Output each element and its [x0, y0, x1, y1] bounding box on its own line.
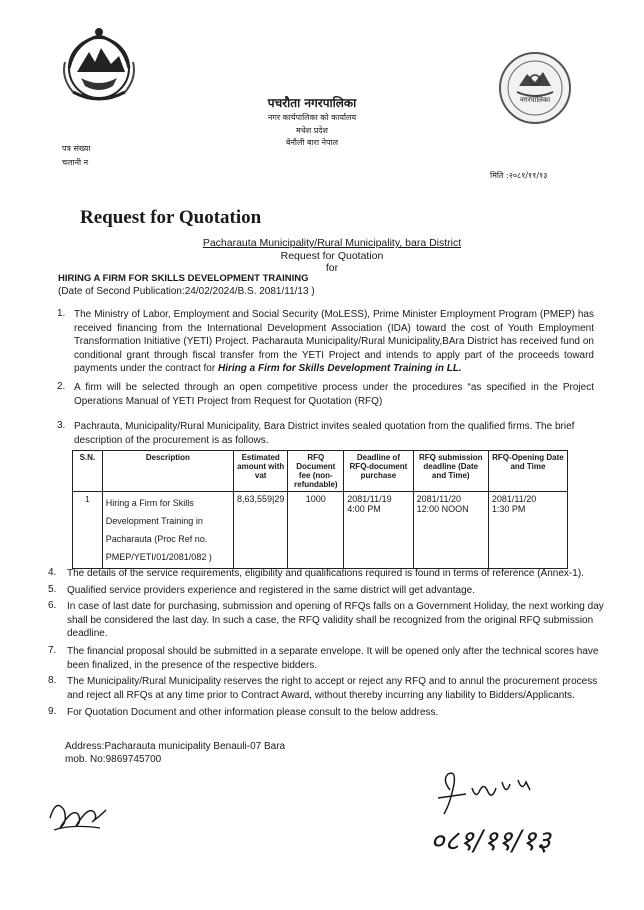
- mobile-number: mob. No:9869745700: [65, 754, 162, 765]
- table-header-row: [73, 451, 568, 492]
- item-number: 8.: [48, 675, 57, 686]
- cell-submission-deadline: [413, 492, 488, 569]
- cell-sn: 1: [73, 492, 103, 569]
- header-amount: Estimated amount with vat: [234, 451, 288, 492]
- item-number: 5.: [48, 584, 57, 595]
- contact-address: [65, 740, 285, 766]
- item-paragraph-4: The details of the service requirements, eligibility and qualifications required is found in terms of reference (Annex-1).: [67, 568, 584, 579]
- item-paragraph-2: A firm will be selected through an open competitive process under the procedures “as specified in the Project Operations Manual of YETI Project from Request for Quotation (RFQ): [74, 382, 594, 407]
- purchase-date: 2081/11/19: [347, 494, 392, 504]
- letter-number-label: पत्र संख्या: [62, 144, 91, 153]
- document-date: मिति :२०८१/११/१३: [490, 171, 548, 180]
- office-address: बेनौली बारा नेपाल: [285, 138, 339, 147]
- cell-description: [102, 492, 233, 569]
- seal-label: नगरपालिका: [519, 96, 551, 104]
- province-name: मधेश प्रदेश: [296, 126, 328, 135]
- item-number: 2.: [57, 381, 66, 392]
- document-title: Request for Quotation: [80, 207, 262, 228]
- header-sn: S.N.: [73, 451, 103, 492]
- header-fee: RFQ Document fee (non-refundable): [288, 451, 344, 492]
- signature-right: [422, 770, 597, 870]
- header-purchase-deadline: Deadline of RFQ-document purchase: [344, 451, 413, 492]
- purchase-time: 4:00 PM: [347, 504, 381, 514]
- table-row: [73, 492, 568, 569]
- address-line: Address:Pacharauta municipality Benauli-07 Bara: [65, 741, 286, 752]
- subtitle-municipality: Pacharauta Municipality/Rural Municipality, bara District: [202, 237, 462, 249]
- cell-opening: [488, 492, 567, 569]
- desc-line: Hiring a Firm for Skills: [105, 498, 194, 508]
- dispatch-number-label: चलानी न: [62, 158, 89, 167]
- item-number: 1.: [57, 308, 66, 319]
- item-paragraph-8: The Municipality/Rural Municipality reserves the right to accept or reject any RFQ and to annul the procurement process and reject all RFQs at any time prior to Contract Award, without thereby incurring any liability to Bidders/Applicants.: [67, 676, 598, 701]
- opening-date: 2081/11/20: [491, 494, 537, 504]
- item-1-text: The Ministry of Labor, Employment and Social Security (MoLESS), Prime Minister Employment Program (PMEP) has received financing from the International Development Association (IDA) toward the cost of Youth Employment Transformation Initiative (YETI) Project. Pacharauta Municipality/Rural Municipality,BAra District has received fund on conditional grant through fiscal transfer from the YETI Project and intends to apply part of the proceeds toward payments under the contract for: [74, 309, 594, 375]
- item-paragraph-7: The financial proposal should be submitted in a separate envelope. It will be opened only after the technical scores have been finalized, in the presence of the respective bidders.: [67, 646, 599, 671]
- submission-date: 2081/11/20: [416, 494, 462, 504]
- cell-fee: 1000: [288, 492, 344, 569]
- item-number: 4.: [48, 567, 57, 578]
- item-paragraph-3: Pachrauta, Municipality/Rural Municipality, Bara District invites sealed quotation from the qualified firms. The brief description of the procurement is as follows.: [74, 421, 575, 446]
- opening-time: 1:30 PM: [491, 504, 526, 514]
- item-number: 3.: [57, 420, 66, 431]
- signature-date-text: ०८१/११/१३: [430, 824, 551, 857]
- hiring-heading: HIRING A FIRM FOR SKILLS DEVELOPMENT TRAINING: [58, 273, 309, 284]
- item-number: 6.: [48, 600, 57, 611]
- item-paragraph-5: Qualified service providers experience and registered in the same district will get advantage.: [67, 585, 475, 596]
- desc-line: Development Training in: [105, 516, 203, 526]
- procurement-table: [72, 450, 568, 569]
- header-opening: RFQ-Opening Date and Time: [488, 451, 567, 492]
- cell-purchase-deadline: [344, 492, 413, 569]
- item-number: 7.: [48, 645, 57, 656]
- submission-time: 12:00 NOON: [416, 504, 469, 514]
- item-paragraph-9: For Quotation Document and other information please consult to the below address.: [67, 707, 439, 718]
- cell-amount: 8,63,559|29: [234, 492, 288, 569]
- signature-left: [42, 788, 112, 840]
- office-name: नगर कार्यपालिका को कार्यालय: [267, 113, 357, 122]
- header-description: Description: [102, 451, 233, 492]
- header-submission-deadline: RFQ submission deadline (Date and Time): [413, 451, 488, 492]
- desc-line: Pacharauta (Proc Ref no.: [105, 534, 208, 544]
- publication-date: (Date of Second Publication:24/02/2024/B.S. 2081/11/13 ): [58, 286, 315, 297]
- item-number: 9.: [48, 706, 57, 717]
- subtitle-rfq: Request for Quotation: [280, 250, 384, 262]
- item-paragraph-6: In case of last date for purchasing, submission and opening of RFQs falls on a Government Holiday, the next working day shall be considered the last day. In such a case, the RFQ validity shall be recognized from the original RFQ submission deadline.: [67, 601, 604, 640]
- desc-line: PMEP/YETI/01/2081/082 ): [105, 552, 212, 562]
- item-paragraph-1: [74, 308, 594, 376]
- municipality-name: पचरौता नगरपालिका: [267, 96, 357, 110]
- item-1-bold-text: Hiring a Firm for Skills Development Training in LL.: [217, 363, 462, 375]
- subtitle-for: for: [325, 262, 339, 274]
